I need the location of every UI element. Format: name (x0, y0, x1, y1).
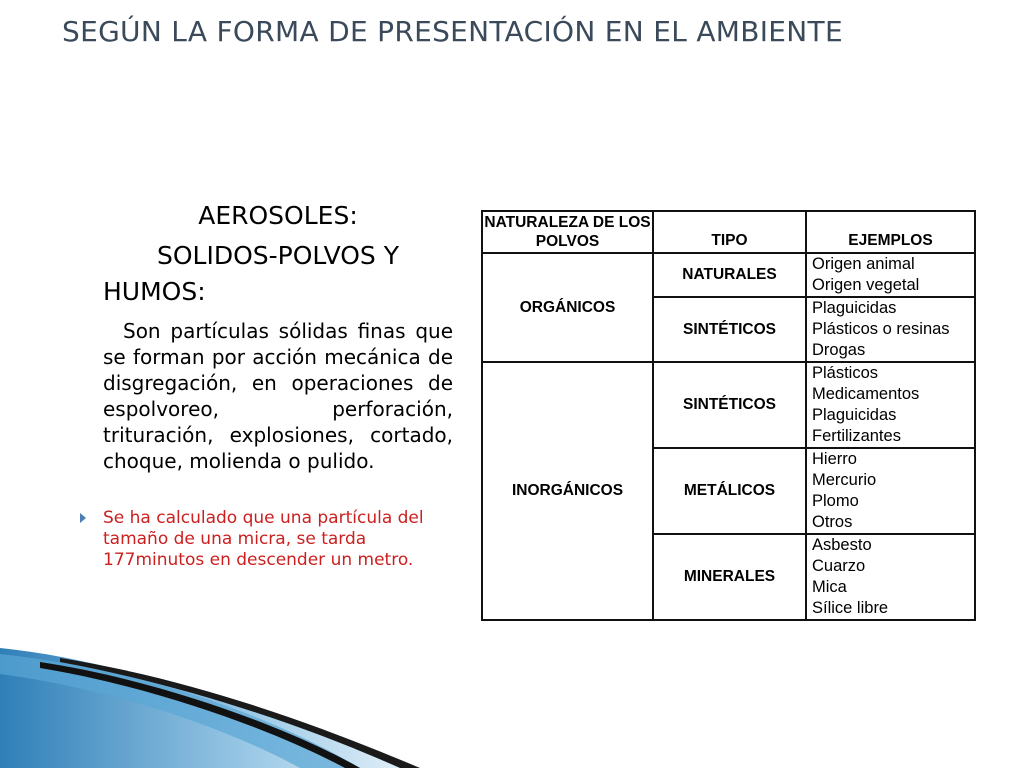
heading-solidos-polvos: SOLIDOS-POLVOS Y (156, 241, 400, 270)
ejemplos-cell (806, 253, 975, 297)
ejemplos-cell (806, 362, 975, 448)
heading-aerosoles: AEROSOLES: (198, 201, 358, 230)
ejemplo-item: Cuarzo (812, 557, 866, 575)
ejemplos-cell (806, 297, 975, 362)
bullet-text: Se ha calculado que una partícula del tamaño de una micra, se tarda 177minutos en descender un metro. (103, 508, 424, 570)
ejemplo-item: Plaguicidas (812, 406, 897, 424)
bullet-arrow-icon (80, 513, 86, 523)
ejemplo-item: Drogas (812, 341, 866, 359)
ejemplo-item: Mica (812, 578, 847, 596)
ejemplo-item: Hierro (812, 450, 857, 468)
table-row (482, 253, 975, 297)
ejemplo-item: Mercurio (812, 471, 877, 489)
header-tipo: TIPO (653, 211, 806, 253)
tipo-cell: METÁLICOS (653, 448, 806, 534)
ejemplo-item: Origen animal (812, 255, 915, 273)
ejemplo-item: Medicamentos (812, 385, 920, 403)
header-ejemplos: EJEMPLOS (806, 211, 975, 253)
tipo-cell: MINERALES (653, 534, 806, 620)
ejemplo-item: Asbesto (812, 536, 872, 554)
table-row (482, 362, 975, 448)
ejemplo-item: Plaguicidas (812, 299, 897, 317)
ejemplo-item: Origen vegetal (812, 276, 920, 294)
heading-humos: HUMOS: (103, 277, 206, 306)
ejemplos-cell (806, 534, 975, 620)
ejemplo-item: Plásticos (812, 364, 879, 382)
dust-classification-table (481, 210, 976, 621)
tipo-cell: NATURALES (653, 253, 806, 297)
ejemplo-item: Otros (812, 513, 853, 531)
group-cell: INORGÁNICOS (482, 362, 653, 620)
header-naturaleza: NATURALEZA DE LOS POLVOS (482, 211, 653, 253)
tipo-cell: SINTÉTICOS (653, 362, 806, 448)
ejemplo-item: Plásticos o resinas (812, 320, 950, 338)
decorative-wave (0, 610, 1024, 768)
ejemplo-item: Fertilizantes (812, 427, 901, 445)
ejemplos-cell (806, 448, 975, 534)
slide-title: SEGÚN LA FORMA DE PRESENTACIÓN EN EL AMBIENTE (62, 15, 843, 48)
group-cell: ORGÁNICOS (482, 253, 653, 362)
ejemplo-item: Sílice libre (812, 599, 889, 617)
tipo-cell: SINTÉTICOS (653, 297, 806, 362)
ejemplo-item: Plomo (812, 492, 859, 510)
definition-paragraph: Son partículas sólidas finas que se forman por acción mecánica de disgregación, en operaciones de espolvoreo, perforación, trituración, explosiones, cortado, choque, molienda o pulido. (103, 319, 453, 473)
